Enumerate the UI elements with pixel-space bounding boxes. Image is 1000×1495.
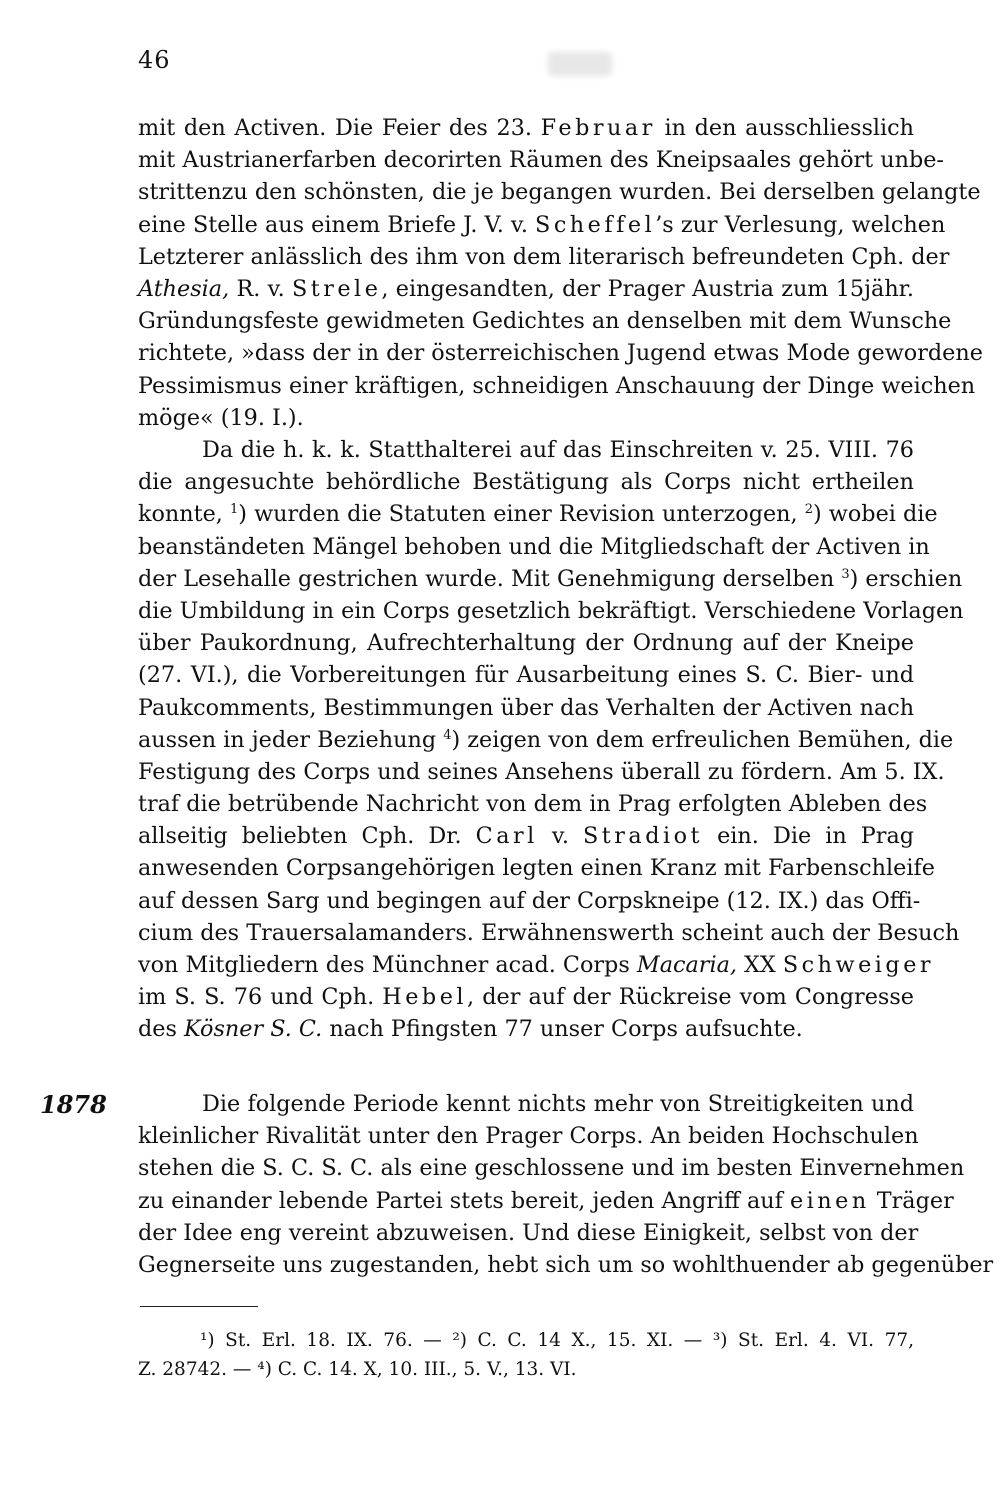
text-line: auf dessen Sarg und begingen auf der Corpskneipe (12. IX.) das Offi- [138, 887, 921, 914]
text-line: die angesuchte behördliche Bestätigung als Corps nicht ertheilen [138, 469, 914, 496]
paragraph-1878 [138, 1088, 994, 1281]
margin-year: 1878 [40, 1090, 107, 1119]
text-line: zu einander lebende Partei stets bereit, jeden Angriff auf einen Träger [138, 1187, 954, 1214]
text-line: konnte, $^1$) wurden die Statuten einer Revision unterzogen, $^2$) wobei die [138, 501, 938, 528]
text-line: Gegnerseite uns zugestanden, hebt sich um so wohlthuender ab gegenüber [138, 1251, 994, 1278]
text-line: allseitig beliebten Cph. Dr. Carl v. Stradiot ein. Die in Prag [138, 823, 915, 850]
text-line: Letzterer anlässlich des ihm von dem literarisch befreundeten Cph. der [138, 243, 950, 270]
paragraph-statthalterei [138, 434, 964, 1046]
footnote-line: ¹) St. Erl. 18. IX. 76. — ²) C. C. 14 X., 15. XI. — ³) St. Erl. 4. VI. 77, [200, 1330, 914, 1351]
text-line: im S. S. 76 und Cph. Hebel, der auf der Rückreise vom Congresse [138, 984, 914, 1011]
footnotes [138, 1326, 914, 1384]
text-line: mit den Activen. Die Feier des 23. Februar in den ausschliesslich [138, 115, 914, 141]
footnote-line: Z. 28742. — ⁴) C. C. 14. X, 10. III., 5. V., 13. VI. [138, 1359, 577, 1380]
text-line: Paukcomments, Bestimmungen über das Verhalten der Activen nach [138, 694, 915, 721]
text-line: cium des Trauersalamanders. Erwähnenswerth scheint auch der Besuch [138, 919, 960, 946]
text-line: Gründungsfeste gewidmeten Gedichtes an denselben mit dem Wunsche [138, 308, 952, 335]
text-line: mit Austrianerfarben decorirten Räumen des Kneipsaales gehört unbe- [138, 147, 944, 174]
text-line: die Umbildung in ein Corps gesetzlich bekräftigt. Verschiedene Vorlagen [138, 597, 964, 624]
header-smudge [548, 52, 612, 76]
text-line: Pessimismus einer kräftigen, schneidigen Anschauung der Dinge weichen [138, 372, 976, 399]
text-line: über Paukordnung, Aufrechterhaltung der Ordnung auf der Kneipe [138, 630, 914, 657]
footnote-divider [140, 1306, 258, 1307]
text-line: (27. VI.), die Vorbereitungen für Ausarbeitung eines S. C. Bier- und [138, 662, 914, 689]
text-line: Athesia, R. v. Strele, eingesandten, der Prager Austria zum 15jähr. [138, 275, 914, 302]
footnote-ref: 1 [230, 502, 239, 518]
text-line: von Mitgliedern des Münchner acad. Corps Macaria, XX Schweiger [138, 952, 935, 978]
text-line: traf die betrübende Nachricht von dem in Prag erfolgten Ableben des [138, 791, 928, 818]
paragraph-continuation [138, 112, 983, 434]
page-number: 46 [138, 46, 171, 74]
footnote-ref: 3 [841, 566, 850, 582]
text-line: kleinlicher Rivalität unter den Prager Corps. An beiden Hochschulen [138, 1123, 919, 1150]
text-line: Festigung des Corps und seines Ansehens überall zu fördern. Am 5. IX. [138, 758, 945, 785]
text-line: stehen die S. C. S. C. als eine geschlossene und im besten Einvernehmen [138, 1155, 965, 1182]
footnote-ref: 2 [804, 502, 813, 518]
footnote-ref: 4 [443, 727, 452, 743]
text-line: aussen in jeder Beziehung $^4$) zeigen von dem erfreulichen Bemühen, die [138, 726, 954, 753]
text-line: des Kösner S. C. nach Pfingsten 77 unser Corps aufsuchte. [138, 1016, 803, 1043]
text-line: Da die h. k. k. Statthalterei auf das Einschreiten v. 25. VIII. 76 [202, 437, 914, 463]
text-line: eine Stelle aus einem Briefe J. V. v. Scheffel’s zur Verlesung, welchen [138, 211, 946, 238]
text-line: möge« (19. I.). [138, 404, 304, 431]
text-line: richtete, »dass der in der österreichischen Jugend etwas Mode gewordene [138, 340, 983, 367]
text-line: Die folgende Periode kennt nichts mehr von Streitigkeiten und [202, 1091, 914, 1117]
text-line: strittenzu den schönsten, die je begangen wurden. Bei derselben gelangte [138, 179, 981, 206]
text-line: der Idee eng vereint abzuweisen. Und diese Einigkeit, selbst von der [138, 1219, 919, 1246]
text-line: anwesenden Corpsangehörigen legten einen Kranz mit Farbenschleife [138, 855, 935, 882]
text-line: der Lesehalle gestrichen wurde. Mit Genehmigung derselben $^3$) erschien [138, 565, 963, 592]
text-line: beanständeten Mängel behoben und die Mitgliedschaft der Activen in [138, 533, 930, 560]
